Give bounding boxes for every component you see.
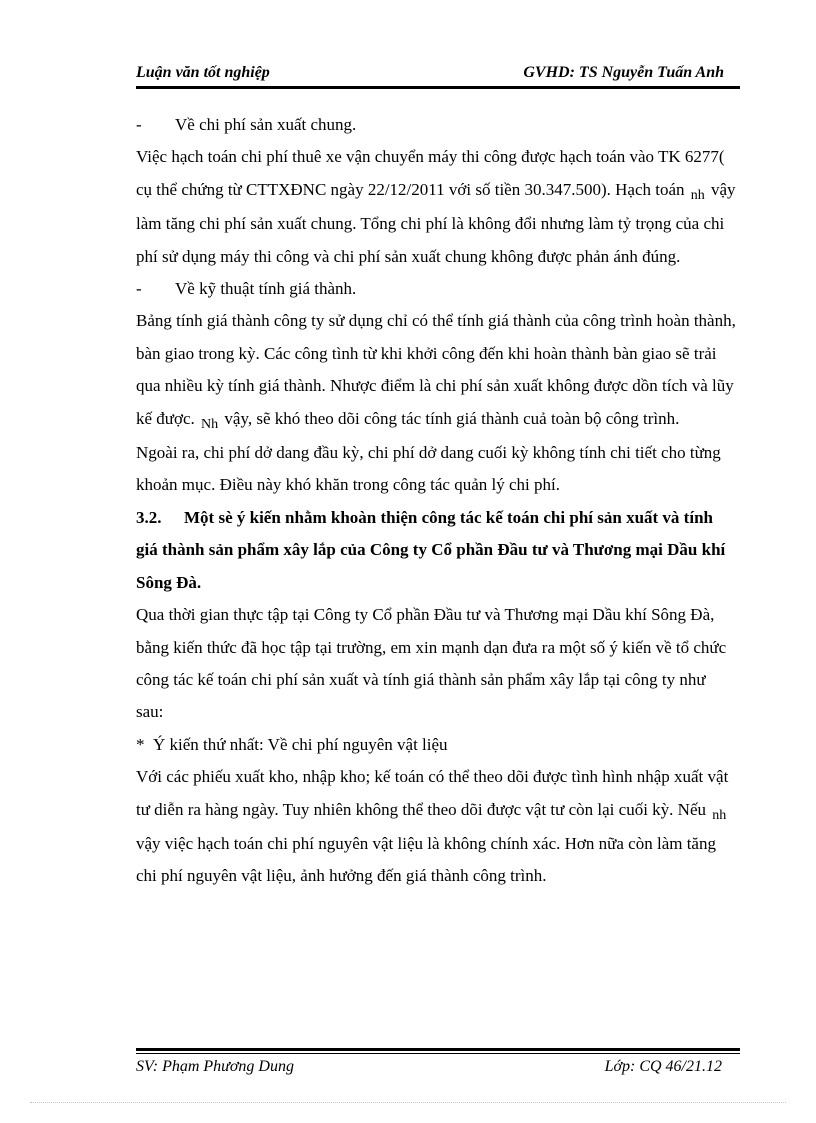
footer-class: Lớp: CQ 46/21.12 [604, 1058, 722, 1075]
paragraph-wip-costs: Ngoài ra, chi phí dở dang đầu kỳ, chi phí dở dang cuối kỳ không tính chi tiết cho từng khoản mục. Điều này khó khăn trong công tác quản lý chi phí. [136, 443, 721, 495]
subscript-text: Nh [201, 416, 219, 432]
paragraph-text: Với các phiếu xuất kho, nhập kho; kế toán có thể theo dõi được tình hình nhập xuất vật tư diễn ra hàng ngày. Tuy nhiên không thể theo dõi được vật tư còn lại cuối kỳ. Nếu [136, 767, 729, 819]
bullet-text: Về kỹ thuật tính giá thành. [175, 279, 357, 299]
subscript-text: nh [690, 187, 705, 203]
page-footer [136, 1056, 740, 1080]
page-bottom-dotted-line [30, 1102, 786, 1103]
header-supervisor: GVHD: TS Nguyễn Tuấn Anh [523, 64, 724, 81]
bullet-text: Về chi phí sản xuất chung. [175, 115, 357, 134]
paragraph-text: vậy việc hạch toán chi phí nguyên vật liệu là không chính xác. Hơn nữa còn làm tăng chi phí nguyên vật liệu, ảnh hưởng đến giá thành công trình. [136, 833, 716, 886]
paragraph-materials [136, 761, 736, 893]
paragraph-text: vậy làm tăng chi phí sản xuất chung. Tổng chi phí là không đổi nhưng làm tỷ trọng của chi phí sử dụng máy thi công và chi phí sản xuất chung không được phản ánh đúng. [136, 179, 736, 266]
paragraph-text: Bảng tính giá thành công ty sử dụng chỉ có thể tính giá thành của công trình hoàn thành, bàn giao trong kỳ. Các công tình từ khi khởi công đến khi hoàn thành bàn giao sẽ trải qua nhiều kỳ tính giá thành. Nhược điểm là chi phí sản xuất không được dồn tích và lũy kế được. [136, 311, 736, 428]
header-rule [136, 86, 740, 89]
footer-rule-thin [136, 1053, 740, 1054]
star-marker: * [136, 734, 145, 754]
dash-marker: - [136, 279, 142, 299]
subscript-text: nh [712, 807, 727, 823]
header-thesis-title: Luận văn tốt nghiệp [136, 64, 270, 81]
section-title: Một sè ý kiến nhằm khoàn thiện công tác kế toán chi phí sản xuất và tính giá thành sản phẩm xây lắp của Công ty Cổ phần Đầu tư và Thương mại Dầu khí Sông Đà. [136, 507, 726, 592]
bullet-text: Ý kiến thứ nhất: Về chi phí nguyên vật liệu [153, 734, 448, 754]
paragraph-text: Việc hạch toán chi phí thuê xe vận chuyển máy thi công được hạch toán vào TK 6277( cụ thể chứng từ CTTXĐNC ngày 22/12/2011 với số tiền 30.347.500). Hạch toán [136, 147, 725, 199]
section-number: 3.2. [136, 507, 162, 527]
paragraph-text: vậy, sẽ khó theo dõi công tác tính giá thành cuả toàn bộ công trình. [224, 408, 680, 428]
paragraph-internship: Qua thời gian thực tập tại Công ty Cổ phần Đầu tư và Thương mại Dầu khí Sông Đà, bằng kiến thức đã học tập tại trường, em xin mạnh dạn đưa ra một số ý kiến về tổ chức công tác kế toán chi phí sản xuất và tính giá thành sản phẩm xây lắp tại công ty như sau: [136, 605, 727, 722]
footer-student: SV: Phạm Phương Dung [136, 1058, 294, 1075]
bullet-costing-technique [136, 273, 736, 305]
dash-marker: - [136, 115, 142, 134]
footer-rule-thick [136, 1048, 740, 1051]
page-header [136, 62, 740, 86]
bullet-general-costs [136, 109, 736, 141]
page-body [136, 109, 736, 893]
paragraph-transport-costs [136, 141, 736, 273]
section-heading [136, 502, 736, 599]
paragraph-costing-table [136, 305, 736, 437]
bullet-first-opinion [136, 729, 736, 761]
